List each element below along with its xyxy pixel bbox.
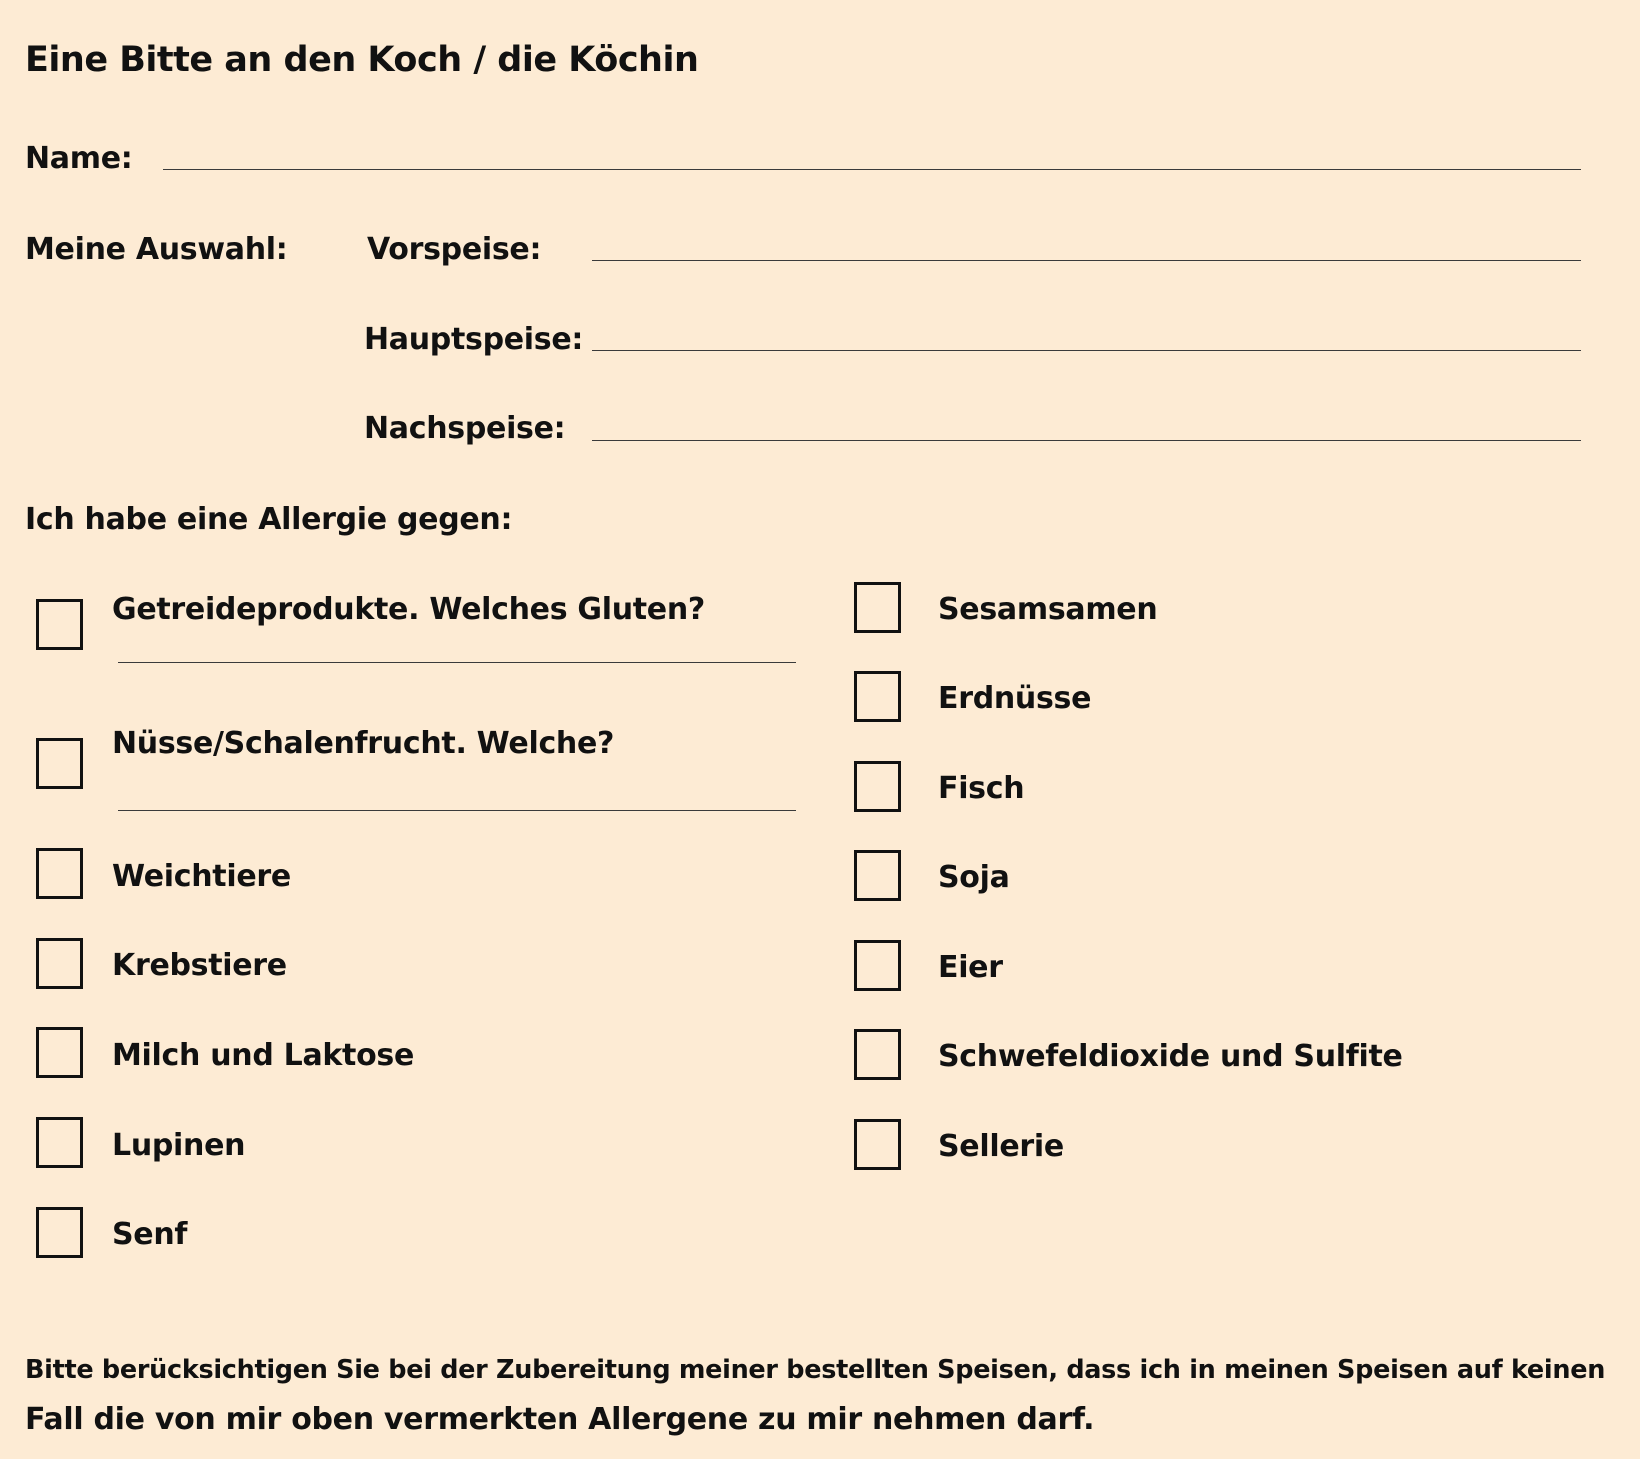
name-label: Name: [25,141,133,176]
choice-label: Meine Auswahl: [25,232,288,267]
checkbox-peanuts[interactable] [854,671,901,722]
checkbox-sesame[interactable] [854,582,901,633]
dessert-label: Nachspeise: [364,411,566,446]
gluten-detail-field[interactable] [118,662,796,663]
allergen-label-sulphites: Schwefeldioxide und Sulfite [938,1039,1403,1074]
name-field[interactable] [163,169,1581,170]
checkbox-lupins[interactable] [36,1117,83,1168]
allergen-label-eggs: Eier [938,950,1003,985]
allergen-label-celery: Sellerie [938,1129,1064,1164]
allergen-label-peanuts: Erdnüsse [938,681,1092,716]
checkbox-soy[interactable] [854,850,901,901]
allergen-label-sesame: Sesamsamen [938,592,1158,627]
checkbox-sulphites[interactable] [854,1029,901,1080]
allergen-label-nuts: Nüsse/Schalenfrucht. Welche? [112,726,615,761]
footer-line-1: Bitte berücksichtigen Sie bei der Zubereitung meiner bestellten Speisen, dass ich in meinen Speisen auf keinen [25,1355,1606,1385]
allergen-label-lupins: Lupinen [112,1128,246,1163]
form-title: Eine Bitte an den Koch / die Köchin [25,40,699,80]
main-course-field[interactable] [592,350,1581,351]
checkbox-milk[interactable] [36,1027,83,1078]
allergen-label-mustard: Senf [112,1217,188,1252]
allergy-heading: Ich habe eine Allergie gegen: [25,502,513,537]
checkbox-eggs[interactable] [854,940,901,991]
dessert-field[interactable] [592,440,1581,441]
starter-field[interactable] [592,260,1581,261]
checkbox-celery[interactable] [854,1119,901,1170]
checkbox-fish[interactable] [854,761,901,812]
allergen-label-milk: Milch und Laktose [112,1038,415,1073]
allergen-label-gluten: Getreideprodukte. Welches Gluten? [112,592,706,627]
main-course-label: Hauptspeise: [364,322,584,357]
checkbox-gluten[interactable] [36,599,83,650]
checkbox-nuts[interactable] [36,738,83,789]
starter-label: Vorspeise: [367,232,542,267]
allergen-label-soy: Soja [938,860,1010,895]
checkbox-mustard[interactable] [36,1207,83,1258]
allergen-label-crustaceans: Krebstiere [112,948,287,983]
nuts-detail-field[interactable] [118,810,796,811]
allergen-label-fish: Fisch [938,771,1025,806]
allergen-label-molluscs: Weichtiere [112,859,291,894]
checkbox-crustaceans[interactable] [36,938,83,989]
footer-line-2: Fall die von mir oben vermerkten Allergene zu mir nehmen darf. [25,1402,1095,1437]
checkbox-molluscs[interactable] [36,848,83,899]
